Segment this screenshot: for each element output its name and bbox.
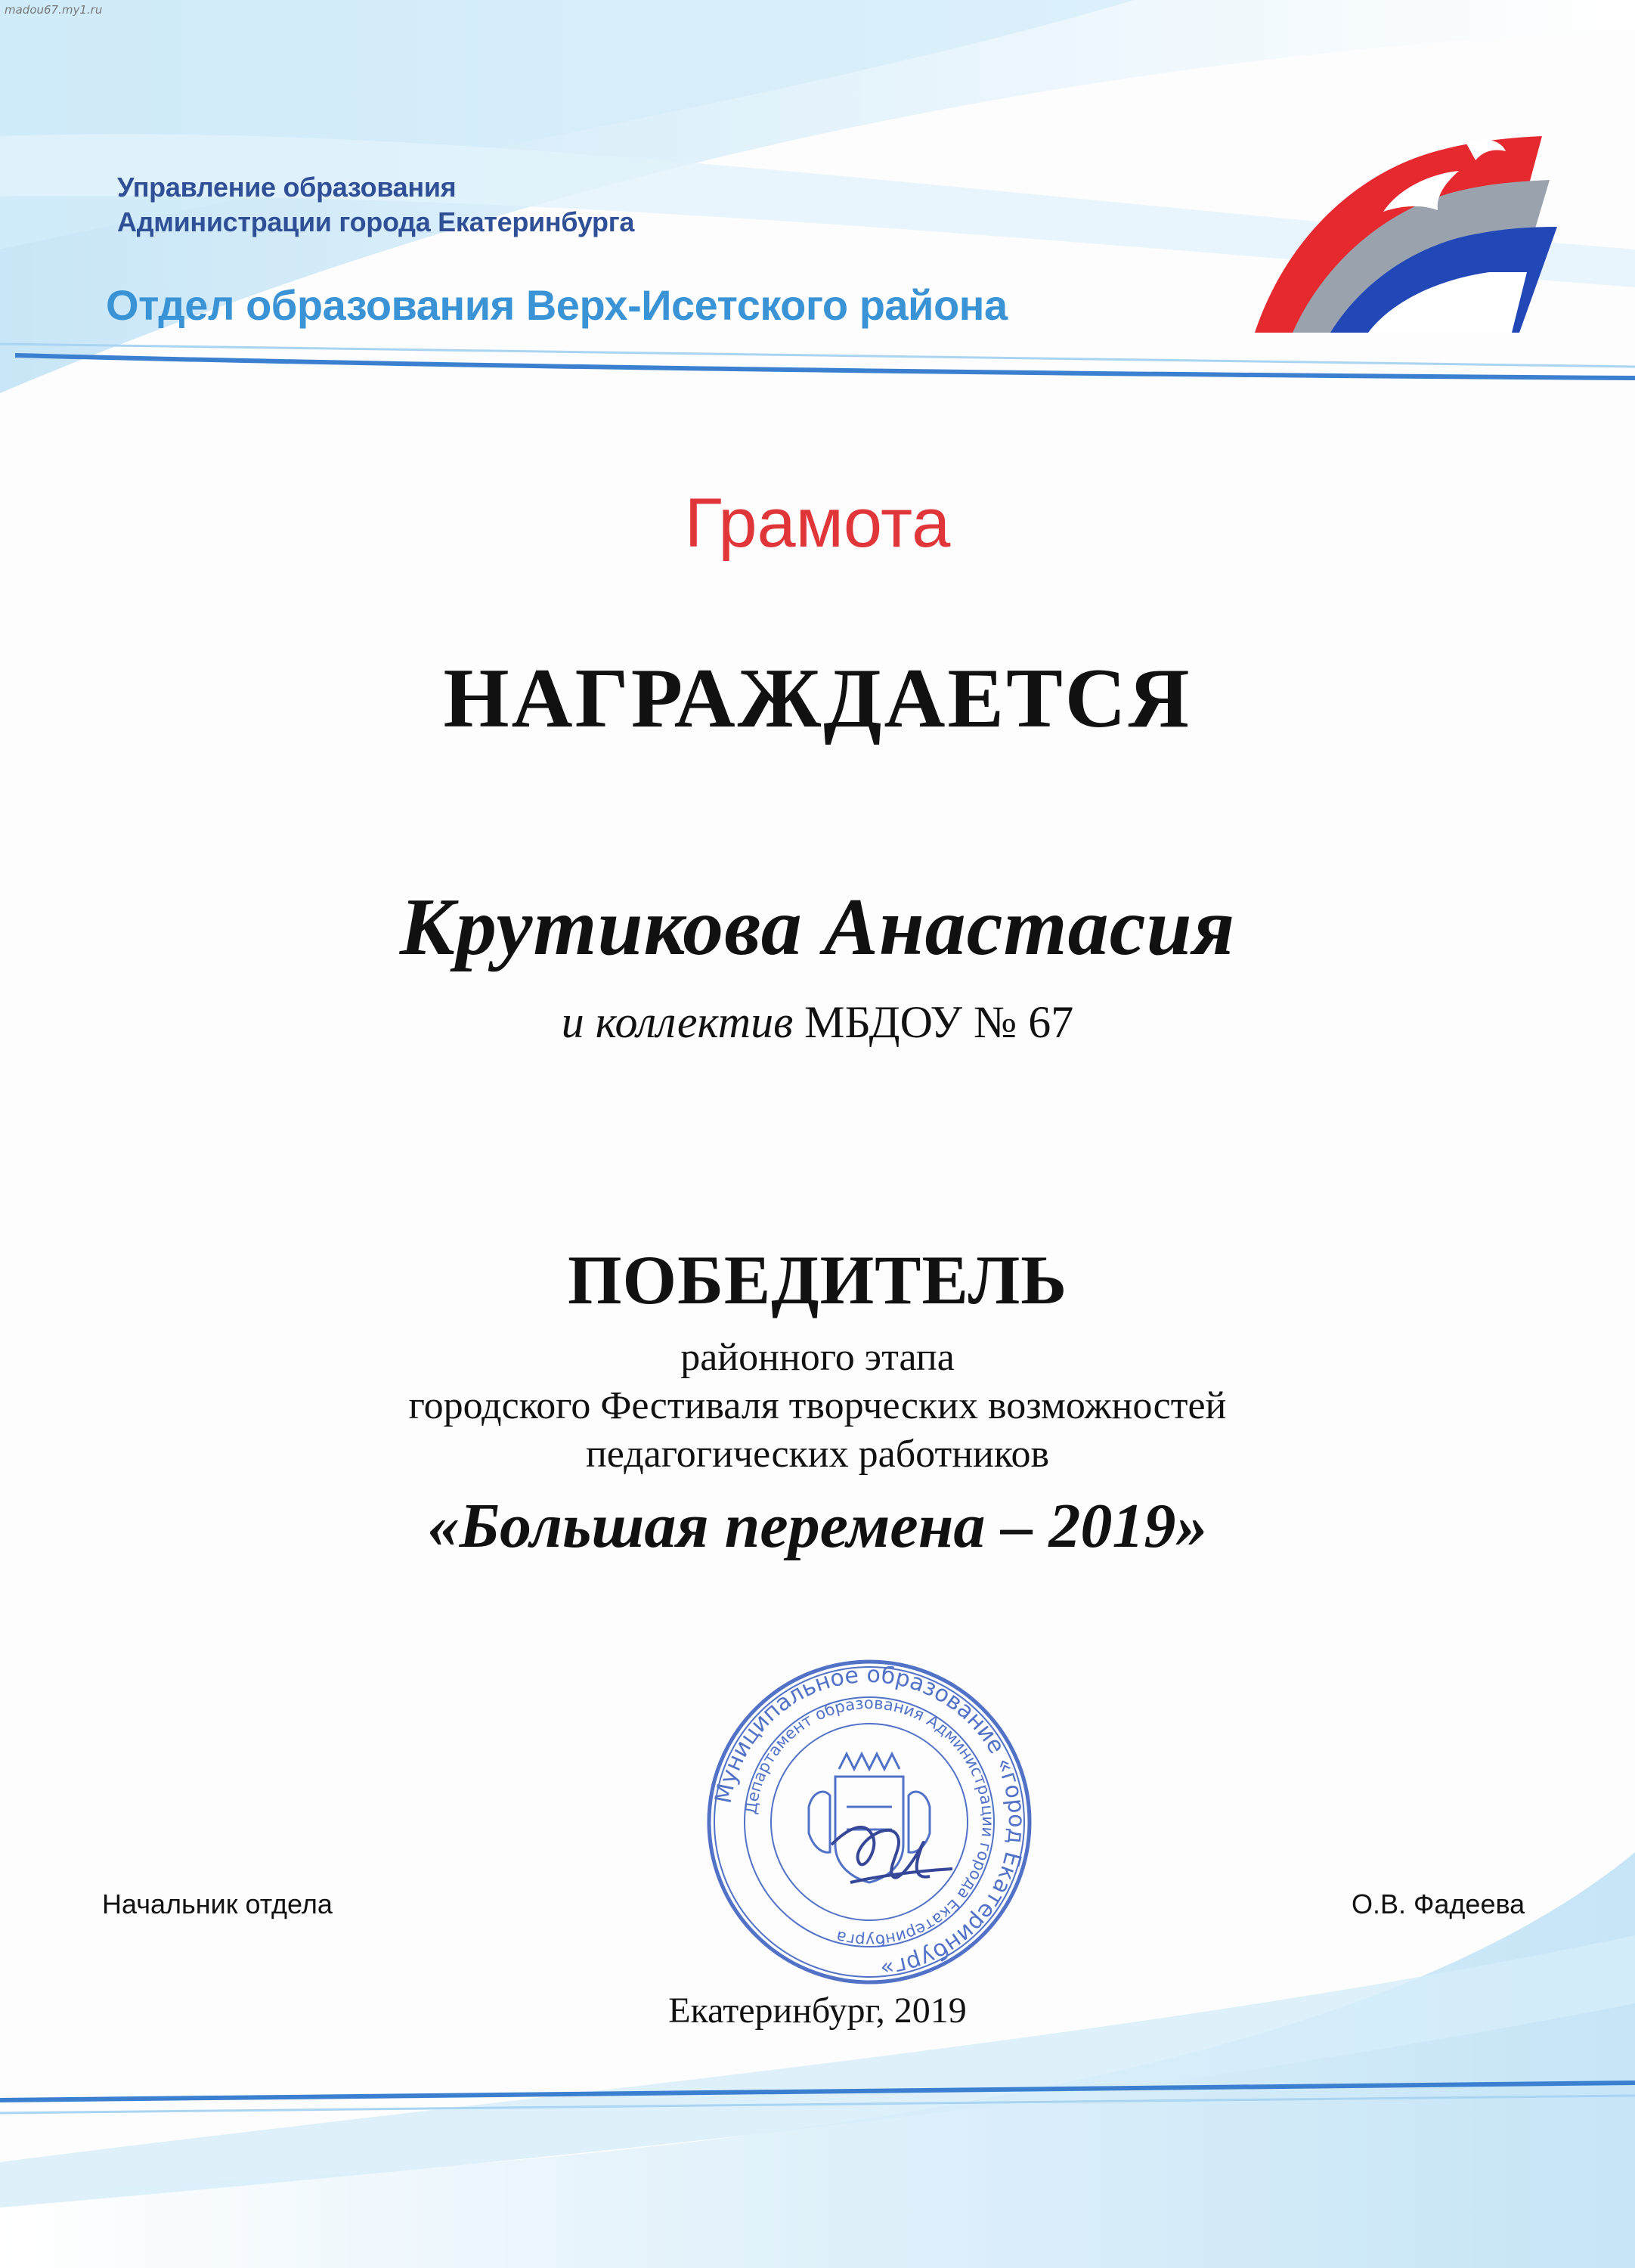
certificate-title: Грамота	[684, 485, 951, 562]
department-logo	[1240, 121, 1557, 340]
site-watermark: madou67.my1.ru	[5, 3, 103, 17]
collective-line	[0, 996, 1635, 1049]
signatory-position: Начальник отдела	[102, 1888, 333, 1919]
participants-line: педагогических работников	[585, 1433, 1050, 1476]
festival-name: «Большая перемена – 2019»	[427, 1491, 1208, 1561]
stamp-inner-textpath: Департамент образования Администрации города Екатеринбурга	[742, 1693, 998, 1950]
place-and-year: Екатеринбург, 2019	[668, 1991, 967, 2031]
top-light-line	[0, 344, 1635, 367]
org-name-line-1: Управление образования	[117, 172, 457, 203]
official-stamp	[703, 1656, 1036, 1988]
stamp-inner-text	[742, 1694, 997, 1950]
rank-heading: ПОБЕДИТЕЛЬ	[567, 1241, 1068, 1318]
stage-line: районного этапа	[680, 1336, 955, 1379]
department-name: Отдел образования Верх-Исетского района	[106, 281, 1008, 329]
stamp-outer-textpath: Муниципальное образование «город Екатеринбург»	[710, 1661, 1030, 1982]
recipient-name: Крутикова Анастасия	[399, 882, 1236, 972]
awarded-heading: НАГРАЖДАЕТСЯ	[443, 652, 1192, 745]
collective-prefix: и коллектив	[561, 997, 794, 1047]
signatory-name: О.В. Фадеева	[1352, 1888, 1525, 1919]
top-blue-line	[15, 355, 1635, 378]
org-name-line-2: Администрации города Екатеринбурга	[117, 206, 635, 237]
festival-description-line: городского Фестиваля творческих возможностей	[408, 1384, 1227, 1427]
collective-org: МБДОУ № 67	[804, 997, 1074, 1047]
